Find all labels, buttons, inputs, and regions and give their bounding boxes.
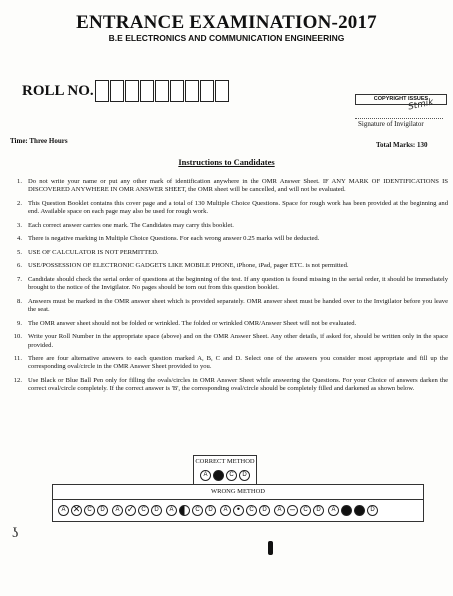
answer-bubble-d: D <box>259 505 270 516</box>
wrong-method-example <box>219 505 271 516</box>
instruction-text: USE/POSSESSION OF ELECTRONIC GADGETS LIKE MOBILE PHONE, iPhone, iPad, pager ETC. is not permitted. <box>28 262 349 270</box>
exam-duration: Time: Three Hours <box>10 137 68 145</box>
instruction-number: 5. <box>17 248 22 256</box>
answer-bubble-c: C <box>138 505 149 516</box>
answer-bubble-b <box>71 505 82 516</box>
instruction-text: The OMR answer sheet should not be folded or wrinkled. The folded or wrinkled OMR/Answer Sheet will not be evaluated. <box>28 319 357 327</box>
signature-line <box>355 118 443 119</box>
total-marks: Total Marks: 130 <box>376 141 428 149</box>
answer-bubble-c: C <box>300 505 311 516</box>
answer-bubble-c <box>354 505 365 516</box>
wrong-method-title: WRONG METHOD <box>211 488 265 495</box>
answer-bubble-a: A <box>328 505 339 516</box>
roll-number-box[interactable] <box>140 80 154 102</box>
instruction-number: 3. <box>17 221 22 229</box>
wrong-method-example <box>327 505 379 516</box>
answer-bubble-d: D <box>151 505 162 516</box>
instruction-text: Write your Roll Number in the appropriate space (above) and on the OMR Answer Sheet. Any other details, if asked for, should be written only in the space provided. <box>28 333 448 349</box>
instruction-text: Each correct answer carries one mark. The Candidates may carry this booklet. <box>28 221 234 229</box>
answer-bubble-d: D <box>97 505 108 516</box>
roll-number-label: ROLL NO. <box>22 83 94 99</box>
instruction-text: USE OF CALCULATOR IS NOT PERMITTED. <box>28 248 159 256</box>
answer-bubble-b <box>287 505 298 516</box>
instruction-text: Use Black or Blue Ball Pen only for filling the ovals/circles in OMR Answer Sheet while answering the Questions. For your Choice of answers darken the correct oval/circle completely. If the correct answer is 'B', the corresponding oval/circle should be completely filled and darkened as shown below. <box>28 376 448 393</box>
handwritten-scribble: Stmik <box>407 97 435 113</box>
answer-bubble-d: D <box>313 505 324 516</box>
instruction-text: Candidate should check the serial order of questions at the beginning of the test. If any question is found missing in the serial order, it should be immediately brought to the notice of the Invigilator. No pages should be torn out from this question booklet. <box>28 275 448 292</box>
instruction-text: Answers must be marked in the OMR answer sheet which is provided separately. OMR answer sheet must be handed over to the Invigilator before you leave the seat. <box>28 297 448 314</box>
instruction-number: 6. <box>17 262 22 270</box>
instruction-number: 11. <box>14 355 22 363</box>
instruction-item <box>8 320 448 328</box>
wrong-method-example <box>273 505 325 516</box>
answer-bubble-c: C <box>246 505 257 516</box>
instruction-item <box>8 222 448 230</box>
copyright-stamp: COPYRIGHT ISSUES <box>355 94 447 105</box>
instruction-number: 7. <box>17 275 22 283</box>
answer-bubble-a: A <box>166 505 177 516</box>
answer-bubble-a: A <box>274 505 285 516</box>
roll-number-box[interactable] <box>155 80 169 102</box>
instructions-heading: Instructions to Candidates <box>178 157 275 167</box>
instruction-item <box>8 276 448 293</box>
answer-bubble-b <box>213 470 224 481</box>
answer-bubble-b <box>179 505 190 516</box>
instruction-number: 9. <box>17 319 22 327</box>
answer-bubble-c: C <box>226 470 237 481</box>
answer-bubble-b <box>233 505 244 516</box>
answer-bubble-b <box>125 505 136 516</box>
roll-number-box[interactable] <box>200 80 214 102</box>
instruction-number: 2. <box>17 199 22 207</box>
answer-bubble-a: A <box>200 470 211 481</box>
answer-bubble-c: C <box>192 505 203 516</box>
instruction-text: Do not write your name or put any other mark of identification anywhere in the OMR Answer Sheet. IF ANY MARK OF IDENTIFICATIONS IS DISCOVERED ANYWHERE IN OMR ANSWER SHEET, the OMR sheet will be cancelled, and will not be evaluated. <box>28 178 448 194</box>
wrong-method-example <box>111 505 163 516</box>
instruction-item <box>8 178 448 195</box>
exam-subtitle: B.E ELECTRONICS AND COMMUNICATION ENGINEERING <box>108 33 345 43</box>
wrong-method-divider <box>53 499 423 500</box>
answer-bubble-a: A <box>220 505 231 516</box>
roll-number-box[interactable] <box>215 80 229 102</box>
roll-number-box[interactable] <box>110 80 124 102</box>
instruction-item <box>8 262 448 270</box>
instruction-number: 12. <box>13 376 22 384</box>
instruction-number: 8. <box>17 297 22 305</box>
instruction-text: This Question Booklet contains this cover page and a total of 130 Multiple Choice Questions. Space for rough work has been provided at the beginning and end. Available space on each page may also be used for rough work. <box>28 199 448 216</box>
answer-bubble-a: A <box>58 505 69 516</box>
instruction-item <box>8 333 448 350</box>
answer-bubble-d: D <box>239 470 250 481</box>
instruction-text: There are four alternative answers to each question marked A, B, C and D. Select one of the answers you consider most appropriate and fill up the corresponding oval/circle in the OMR Answer Sheet provided to you. <box>28 355 448 371</box>
ink-mark <box>268 541 273 555</box>
answer-bubble-a: A <box>112 505 123 516</box>
answer-bubble-d: D <box>367 505 378 516</box>
roll-number-box[interactable] <box>95 80 109 102</box>
roll-number-box[interactable] <box>185 80 199 102</box>
wrong-method-example <box>57 505 109 516</box>
instruction-item <box>8 249 448 257</box>
instruction-number: 1. <box>17 178 22 185</box>
instructions-list <box>8 178 448 399</box>
instruction-item <box>8 235 448 243</box>
instruction-item <box>8 200 448 217</box>
answer-bubble-d: D <box>205 505 216 516</box>
instruction-item <box>8 355 448 372</box>
correct-method-title: CORRECT METHOD <box>195 458 255 465</box>
wrong-method-box <box>52 484 424 522</box>
answer-bubble-b <box>341 505 352 516</box>
roll-number-boxes[interactable] <box>95 80 230 102</box>
instruction-item <box>8 298 448 315</box>
correct-method-bubbles <box>194 470 256 481</box>
invigilator-signature-label: Signature of Invigilator <box>358 120 424 128</box>
answer-bubble-c: C <box>84 505 95 516</box>
instruction-item <box>8 377 448 394</box>
instruction-number: 10. <box>13 333 22 341</box>
exam-title: ENTRANCE EXAMINATION-2017 <box>76 12 377 33</box>
roll-number-box[interactable] <box>170 80 184 102</box>
instruction-number: 4. <box>17 235 22 243</box>
pen-mark: ʖ <box>12 526 19 541</box>
roll-number-box[interactable] <box>125 80 139 102</box>
wrong-method-example <box>165 505 217 516</box>
instruction-text: There is negative marking in Multiple Choice Questions. For each wrong answer 0.25 marks will be deducted. <box>28 235 320 243</box>
wrong-method-bubbles <box>57 505 381 516</box>
